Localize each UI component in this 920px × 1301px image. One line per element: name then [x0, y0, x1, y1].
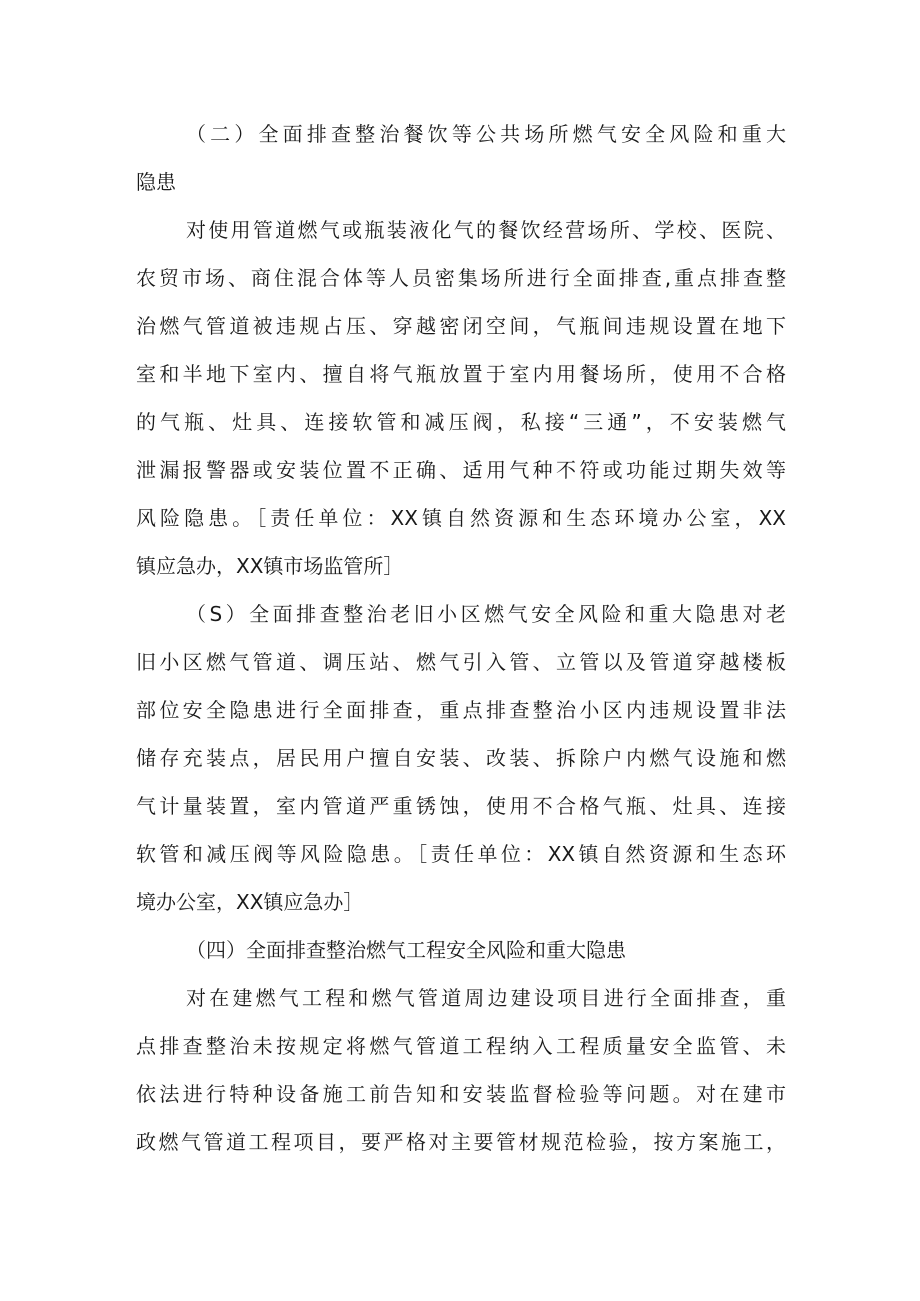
paragraph-line: 气计量装置，室内管道严重锈蚀，使用不合格气瓶、灶具、连接: [136, 794, 786, 818]
paragraph-line: 室和半地下室内、擅自将气瓶放置于室内用餐场所，使用不合格: [136, 362, 786, 386]
paragraph-line: （S）全面排查整治老旧小区燃气安全风险和重大隐患对老: [186, 602, 786, 626]
paragraph-line: 储存充装点，居民用户擅自安装、改装、拆除户内燃气设施和燃: [136, 746, 786, 770]
paragraph-line: 部位安全隐患进行全面排查，重点排查整治小区内违规设置非法: [136, 698, 786, 722]
heading-section-4: （四）全面排查整治燃气工程安全风险和重大隐患: [186, 938, 626, 962]
paragraph-line: 的气瓶、灶具、连接软管和减压阀，私接“三通”，不安装燃气: [136, 410, 786, 434]
heading-section-2-line-1: （二）全面排查整治餐饮等公共场所燃气安全风险和重大: [186, 122, 786, 146]
paragraph-line: 点排查整治未按规定将燃气管道工程纳入工程质量安全监管、未: [136, 1034, 786, 1058]
paragraph-line: 政燃气管道工程项目，要严格对主要管材规范检验，按方案施工，: [136, 1130, 786, 1154]
paragraph-line: 旧小区燃气管道、调压站、燃气引入管、立管以及管道穿越楼板: [136, 650, 786, 674]
paragraph-line: 境办公室，XX镇应急办］: [136, 890, 364, 914]
paragraph-line: 泄漏报警器或安装位置不正确、适用气种不符或功能过期失效等: [136, 458, 786, 482]
paragraph-line: 治燃气管道被违规占压、穿越密闭空间，气瓶间违规设置在地下: [136, 314, 786, 338]
paragraph-line: 依法进行特种设备施工前告知和安装监督检验等问题。对在建市: [136, 1082, 786, 1106]
paragraph-line: 风险隐患。［责任单位：XX镇自然资源和生态环境办公室，XX: [136, 506, 786, 530]
paragraph-line: 对在建燃气工程和燃气管道周边建设项目进行全面排查，重: [186, 986, 786, 1010]
paragraph-line: 农贸市场、商住混合体等人员密集场所进行全面排查,重点排查整: [136, 266, 786, 290]
heading-section-2-line-2: 隐患: [136, 170, 176, 194]
paragraph-line: 软管和减压阀等风险隐患。［责任单位：XX镇自然资源和生态环: [136, 842, 786, 866]
paragraph-line: 镇应急办，XX镇市场监管所］: [136, 554, 404, 578]
paragraph-line: 对使用管道燃气或瓶装液化气的餐饮经营场所、学校、医院、: [186, 218, 786, 242]
